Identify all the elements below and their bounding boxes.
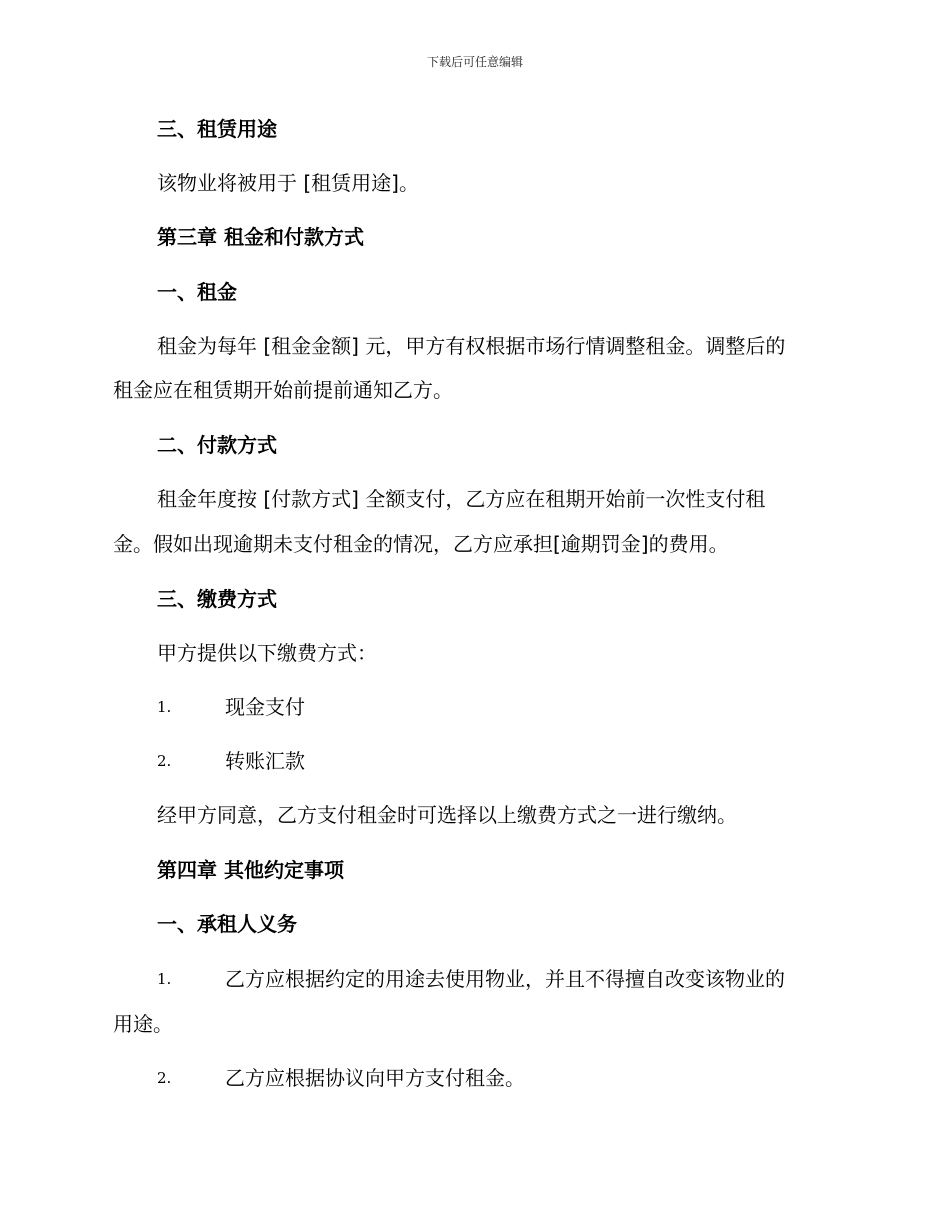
list-number: 1. [157, 698, 172, 716]
paragraph-fee-intro: 甲方提供以下缴费方式： [157, 641, 377, 665]
list-item-text: 乙方应根据约定的用途去使用物业，并且不得擅自改变该物业的 [225, 967, 785, 991]
paragraph-fee-outro: 经甲方同意，乙方支付租金时可选择以上缴费方式之一进行缴纳。 [157, 803, 737, 827]
paragraph-rent-line2: 租金应在租赁期开始前提前通知乙方。 [113, 378, 453, 402]
chapter-title-3: 第三章 租金和付款方式 [157, 225, 364, 249]
paragraph-rent-line1: 租金为每年 [租金金额] 元，甲方有权根据市场行情调整租金。调整后的 [157, 334, 786, 358]
section-heading-lease-use: 三、租赁用途 [157, 117, 277, 141]
section-heading-obligations: 一、承租人义务 [157, 912, 297, 936]
list-item-text: 转账汇款 [225, 749, 305, 773]
page-header-note: 下载后可任意编辑 [426, 55, 523, 69]
list-number: 2. [157, 752, 172, 770]
list-number: 2. [157, 1069, 172, 1087]
chapter-title-4: 第四章 其他约定事项 [157, 858, 344, 882]
paragraph-payment-line2: 金。假如出现逾期未支付租金的情况，乙方应承担[逾期罚金]的费用。 [113, 532, 729, 556]
section-heading-rent: 一、租金 [157, 280, 237, 304]
section-heading-payment: 二、付款方式 [157, 433, 277, 457]
paragraph-lease-use: 该物业将被用于 [租赁用途]。 [157, 171, 419, 195]
list-item-text: 现金支付 [225, 695, 305, 719]
list-item-text-continued: 用途。 [113, 1012, 173, 1036]
list-item-text: 乙方应根据协议向甲方支付租金。 [225, 1066, 525, 1090]
section-heading-fee: 三、缴费方式 [157, 587, 277, 611]
list-number: 1. [157, 970, 172, 988]
paragraph-payment-line1: 租金年度按 [付款方式] 全额支付，乙方应在租期开始前一次性支付租 [157, 487, 766, 511]
